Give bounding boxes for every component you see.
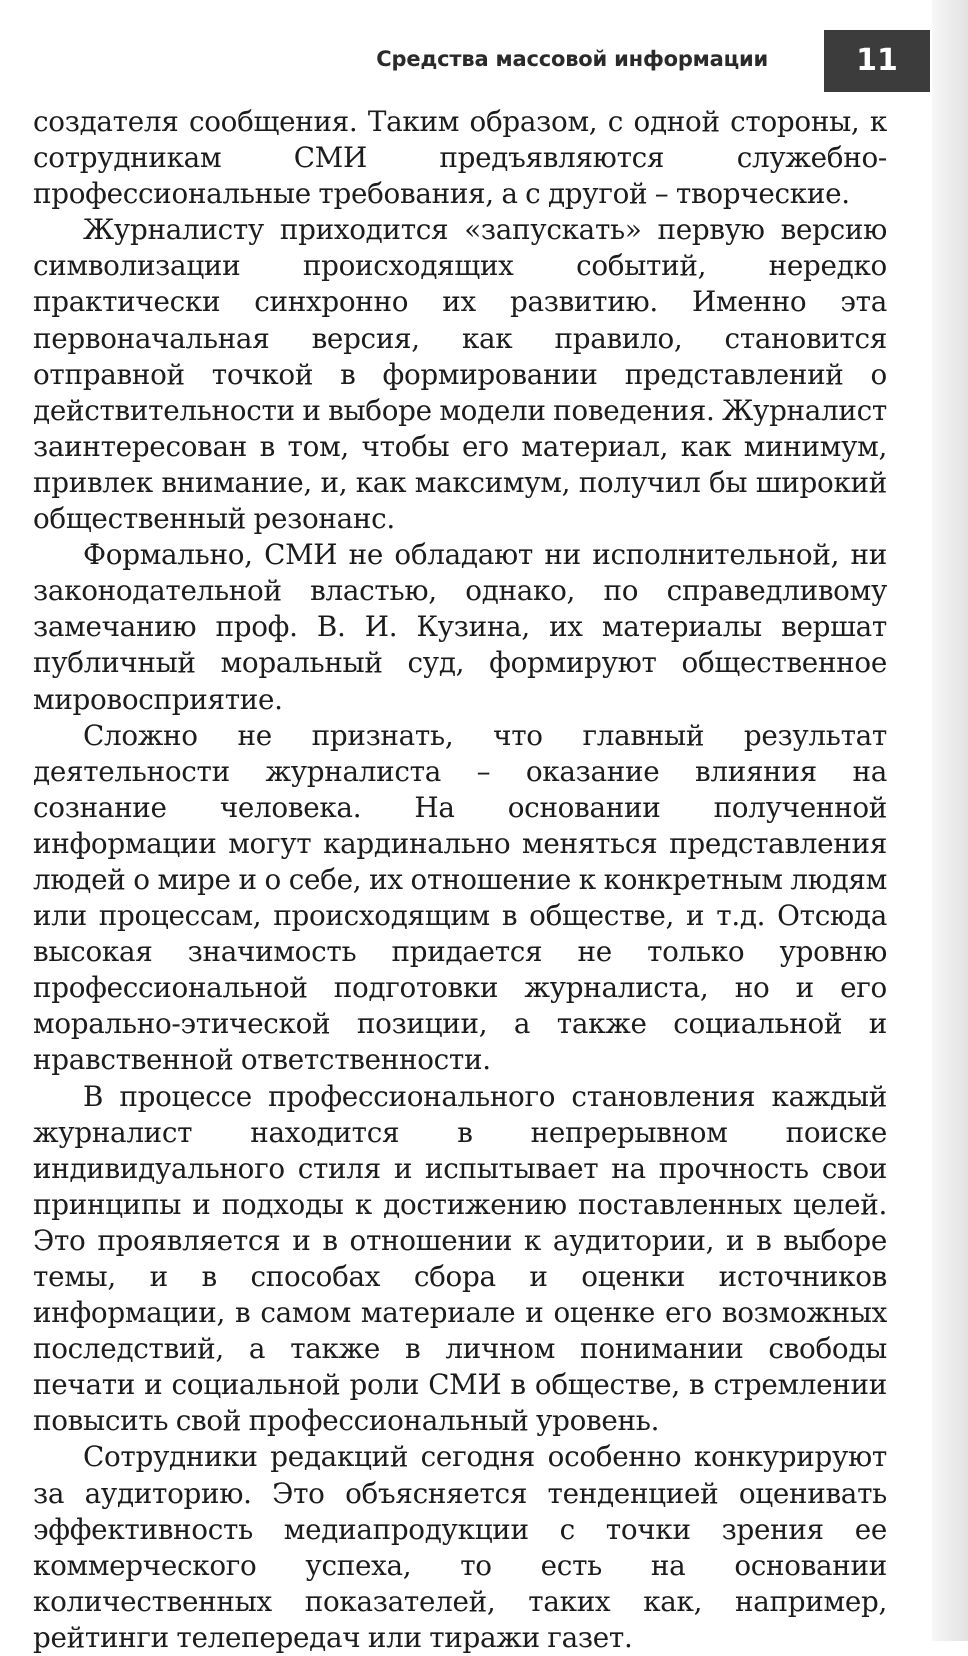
paragraph-continuation: создателя сообщения. Таким образом, с одной стороны, к сотрудникам СМИ предъявляются служебно-профессиональные требования, а с другой – творческие. xyxy=(33,105,887,211)
paragraph: Журналисту приходится «запускать» первую версию символизации происходящих событий, нередко практически синхронно их развитию. Именно эта первоначальная версия, как правило, становится отправной точкой в формировании представлений о действительности и выборе модели поведения. Журналист заинтересован в том, чтобы его материал, как минимум, привлек внимание, и, как максимум, получил бы широкий общественный резонанс. xyxy=(33,213,887,536)
page-edge-shadow xyxy=(932,0,968,1641)
paragraph: Сложно не признать, что главный результат деятельности журналиста – оказание влияния на сознание человека. На основании полученной информации могут кардинально меняться представления людей о мире и о себе, их отношение к конкретным людям или процессам, происходящим в обществе, и т.д. Отсюда высокая значимость придается не только уровню профессиональной подготовки журналиста, но и его морально-этической позиции, а также социальной и нравственной ответственности. xyxy=(33,718,887,1077)
paragraph: Сотрудники редакций сегодня особенно конкурируют за аудиторию. Это объясняется тенденцией оценивать эффективность медиапродукции с точки зрения ее коммерческого успеха, то есть на основании количественных показателей, таких как, например, рейтинги телепередач или тиражи газет. xyxy=(33,1440,887,1654)
running-header xyxy=(0,30,930,94)
paragraph: Формально, СМИ не обладают ни исполнительной, ни законодательной властью, однако, по справедливому замечанию проф. В. И. Кузина, их материалы вершат публичный моральный суд, формируют общественное мировосприятие. xyxy=(33,538,887,716)
running-header-title: Средства массовой информации xyxy=(376,47,768,71)
page-number-badge: 11 xyxy=(824,30,930,92)
paragraph: В процессе профессионального становления каждый журналист находится в непрерывном поиске индивидуального стиля и испытывает на прочность свои принципы и подходы к достижению поставленных целей. Это проявляется и в отношении к аудитории, и в выборе темы, и в способах сбора и оценки источников информации, в самом материале и оценке его возможных последствий, а также в личном понимании свободы печати и социальной роли СМИ в обществе, в стремлении повысить свой профессиональный уровень. xyxy=(33,1079,887,1438)
body-text xyxy=(33,104,887,1656)
